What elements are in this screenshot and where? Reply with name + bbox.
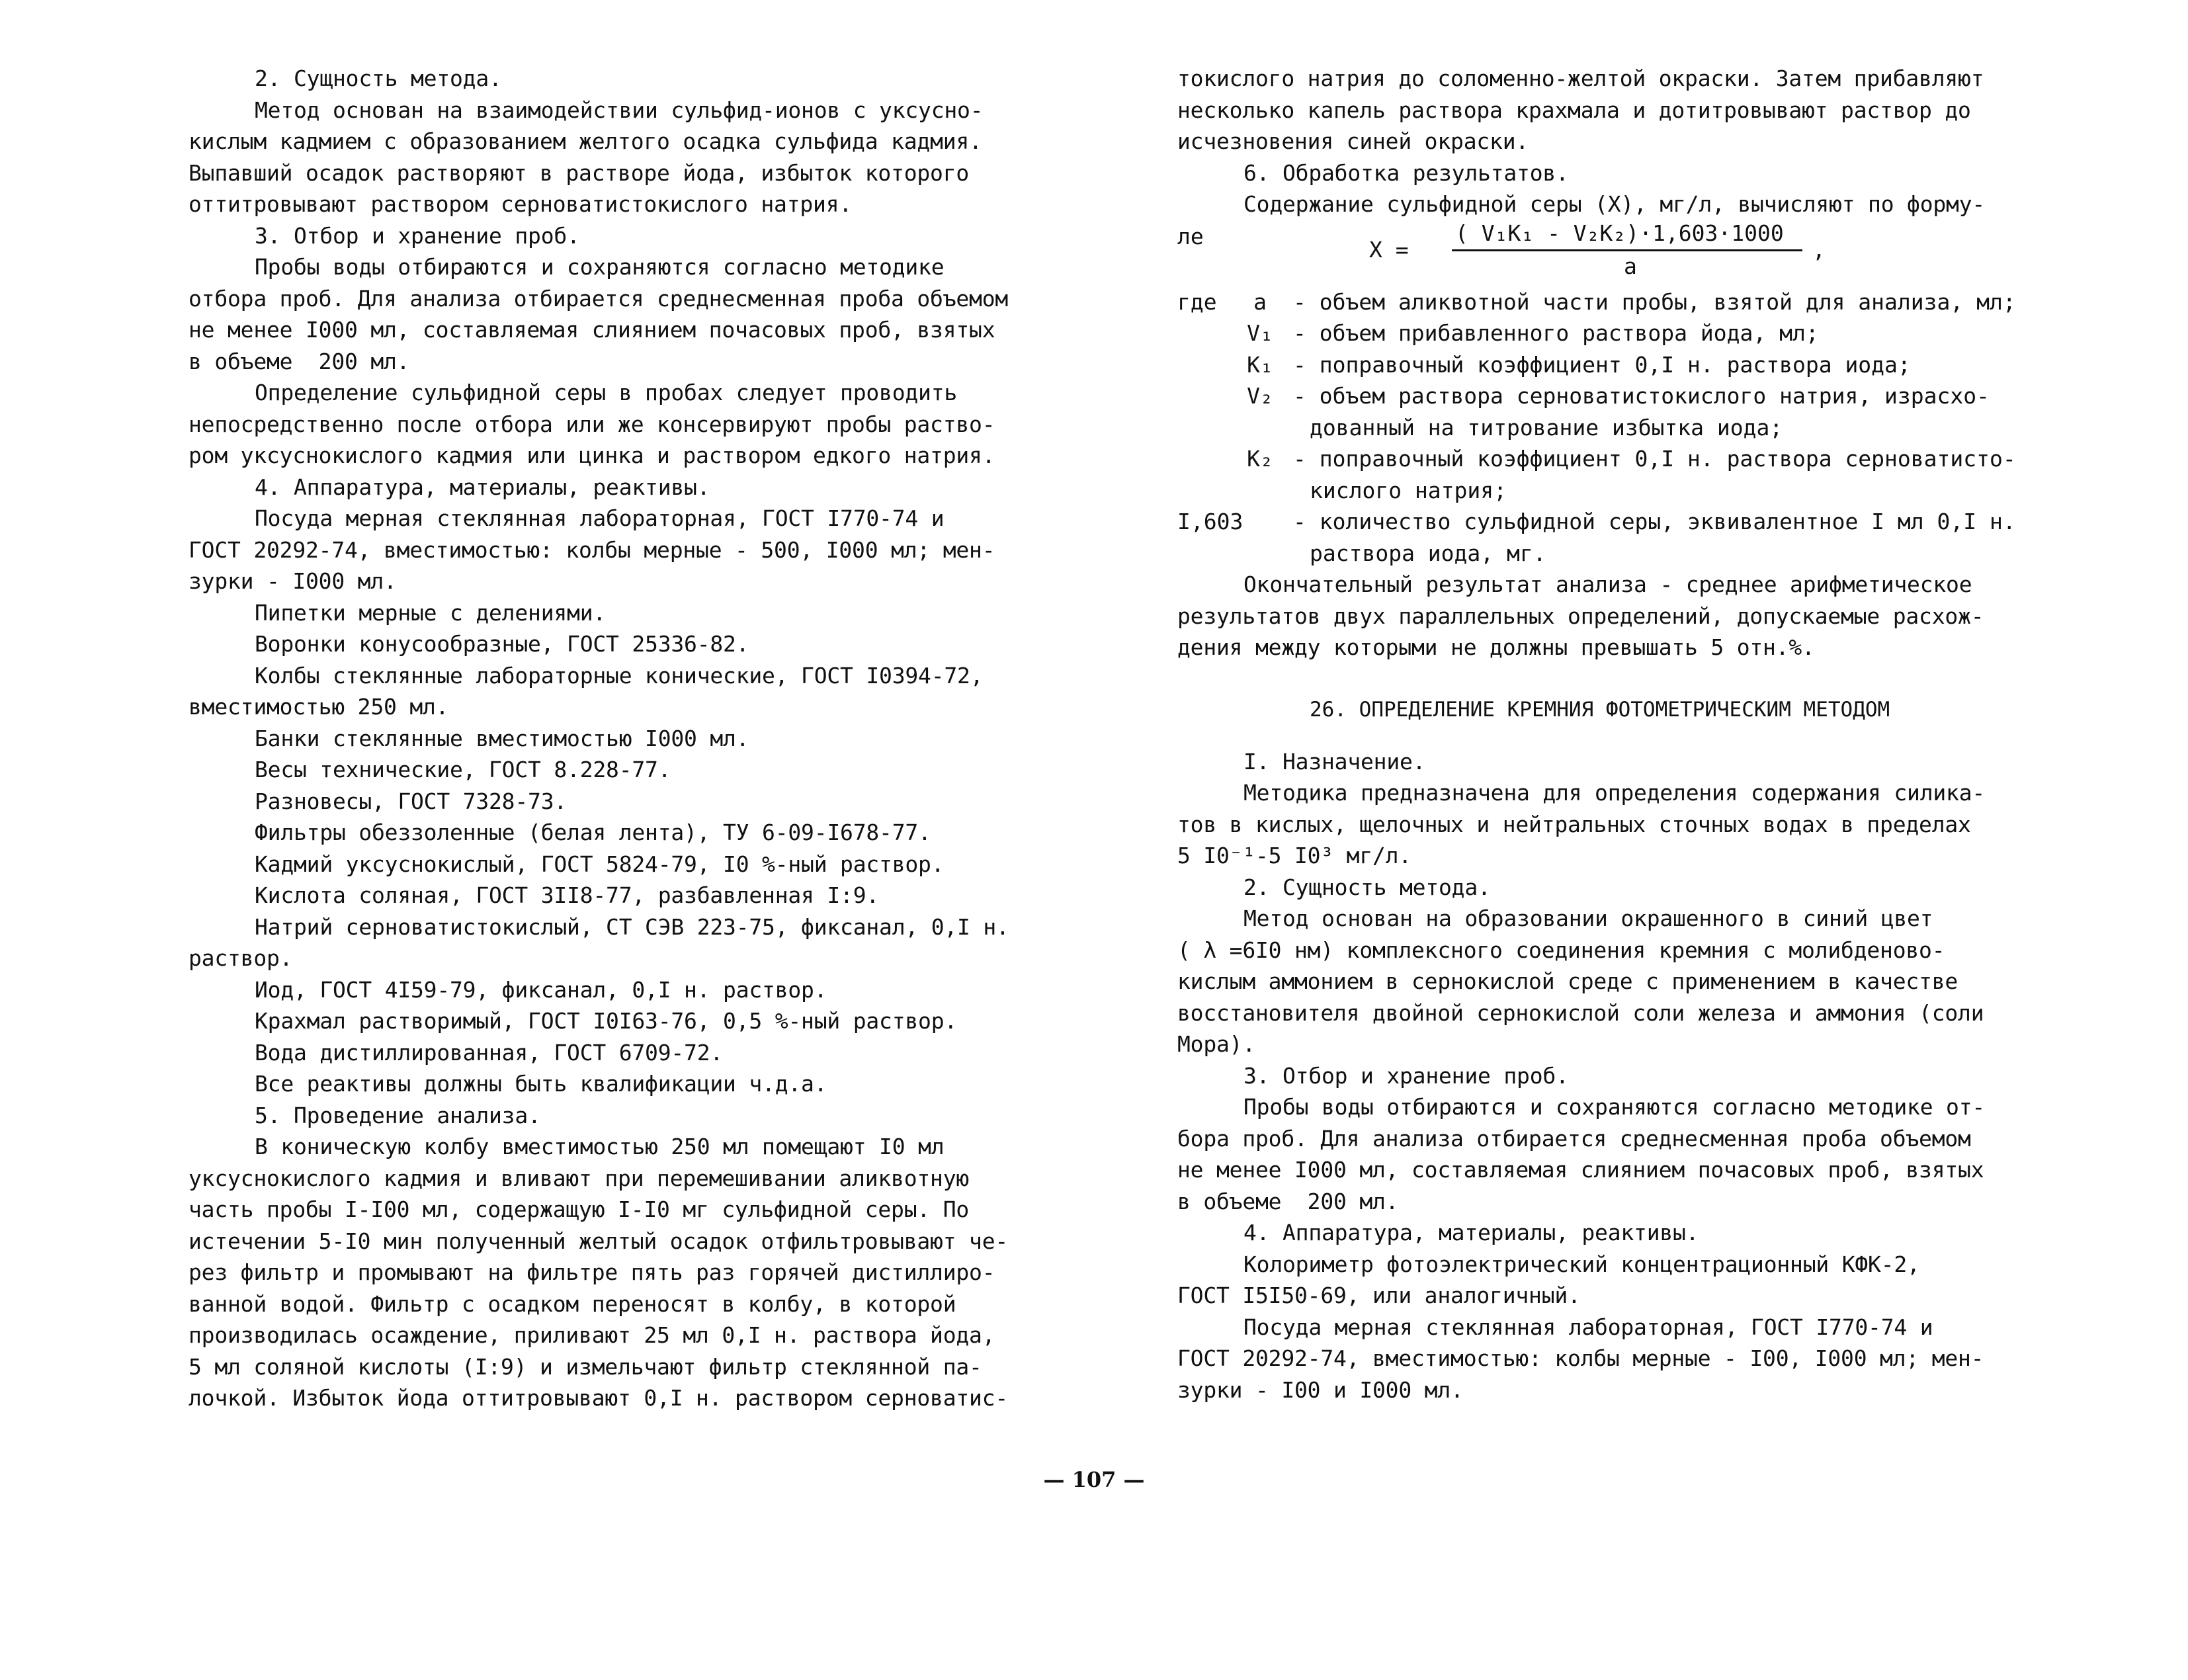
variable-description: - объем прибавленного раствора йода, мл; (1293, 320, 1819, 346)
text-line: в объеме 200 мл. (1177, 1188, 1399, 1214)
text-line: Банки стеклянные вместимостью I000 мл. (255, 725, 749, 751)
text-line: Метод основан на взаимодействии сульфид-ионов с уксусно- (255, 97, 984, 123)
text-line: Натрий серноватистокислый, СТ СЭВ 223-75, фиксанал, 0,I н. (255, 913, 1009, 940)
text-line: отбора проб. Для анализа отбирается среднесменная проба объемом (189, 285, 1009, 312)
text-line: кислым аммонием в сернокислой среде с применением в качестве (1177, 968, 1958, 994)
formula-denominator: a (1624, 253, 1637, 279)
variable-symbol: V₂ (1247, 383, 1273, 409)
fraction-bar (1452, 249, 1802, 251)
text-line: В коническую колбу вместимостью 250 мл помещают I0 мл (255, 1134, 945, 1159)
variable-row (1177, 506, 2024, 538)
text-line: ( λ =6I0 нм) комплексного соединения кремния с молибденово- (1177, 937, 1945, 963)
text-line: бора проб. Для анализа отбирается среднесменная проба объемом (1177, 1125, 1971, 1152)
text-line: Методика предназначена для определения содержания силика- (1243, 780, 1986, 806)
section-26-text (1177, 746, 2024, 1406)
text-line: 5. Проведение анализа. (255, 1102, 541, 1128)
text-line: не менее I000 мл, составляемая слиянием почасовых проб, взятых (189, 317, 995, 343)
text-line: Колбы стеклянные лабораторные конические, ГОСТ I0394-72, (255, 662, 984, 689)
variable-row (1177, 443, 2024, 475)
formula-label: ле (1177, 223, 1204, 249)
text-line: 3. Отбор и хранение проб. (1243, 1062, 1569, 1089)
variable-prefix: I,603 (1177, 509, 1243, 534)
right-column (1177, 63, 2024, 1406)
page-number: — 107 — (1043, 1467, 1145, 1492)
text-line: ванной водой. Фильтр с осадком переносят в колбу, в которой (189, 1290, 956, 1317)
text-line: Крахмал растворимый, ГОСТ I0I63-76, 0,5 %-ный раствор. (255, 1008, 958, 1034)
text-line: ГОСТ 20292-74, вместимостью: колбы мерные - 500, I000 мл; мен- (189, 536, 995, 563)
variable-row (1177, 412, 2024, 444)
text-line: часть пробы I-I00 мл, содержащую I-I0 мг сульфидной серы. По (189, 1197, 970, 1222)
text-line: Кадмий уксуснокислый, ГОСТ 5824-79, I0 %-ный раствор. (255, 851, 945, 877)
text-line: 2. Сущность метода. (255, 65, 502, 91)
formula-comma: , (1812, 236, 1826, 263)
variable-symbol: a (1253, 288, 1267, 315)
text-line: непосредственно после отбора или же консервируют пробы раство- (189, 411, 995, 437)
text-line: 4. Аппаратура, материалы, реактивы. (1243, 1220, 1699, 1245)
text-line: зурки - I000 мл. (189, 568, 397, 594)
variable-definitions (1177, 286, 2024, 569)
variable-symbol: V₁ (1247, 320, 1273, 346)
text-line: Метод основан на образовании окрашенного в синий цвет (1243, 905, 1933, 931)
text-line: уксуснокислого кадмия и вливают при перемешивании аликвотную (189, 1165, 970, 1191)
text-line: производилась осаждение, приливают 25 мл 0,I н. раствора йода, (189, 1322, 995, 1348)
text-line: Разновесы, ГОСТ 7328-73. (255, 788, 568, 814)
text-line: Пипетки мерные с делениями. (255, 599, 607, 626)
variable-description: - количество сульфидной серы, эквивалентное I мл 0,I н. (1293, 509, 2016, 534)
text-line: токислого натрия до соломенно-желтой окраски. Затем прибавляют (1177, 65, 1984, 91)
text-line: Кислота соляная, ГОСТ 3II8-77, разбавленная I:9. (255, 882, 880, 908)
right-top-text (1177, 63, 2024, 220)
variable-row (1177, 349, 2024, 381)
variable-description: - поправочный коэффициент 0,I н. раствора иода; (1293, 351, 1911, 378)
text-line: 6. Обработка результатов. (1243, 159, 1569, 186)
variable-description: дованный на титрование избытка иода; (1310, 414, 1783, 441)
text-line: раствор. (189, 945, 293, 971)
variable-prefix: где (1177, 288, 1217, 315)
text-line: тов в кислых, щелочных и нейтральных сточных водах в пределах (1177, 811, 1971, 837)
text-line: Вода дистиллированная, ГОСТ 6709-72. (255, 1039, 724, 1066)
text-line: результатов двух параллельных определений, допускаемые расхож- (1177, 603, 1984, 629)
variable-description: - поправочный коэффициент 0,I н. раствора серноватисто- (1293, 446, 2016, 472)
section-heading: 26. ОПРЕДЕЛЕНИЕ КРЕМНИЯ ФОТОМЕТРИЧЕСКИМ МЕТОДОМ (1310, 698, 1890, 722)
text-line: Фильтры обеззоленные (белая лента), ТУ 6-09-I678-77. (255, 819, 931, 845)
text-line: Определение сульфидной серы в пробах следует проводить (255, 380, 958, 405)
variable-row (1177, 538, 2024, 569)
text-line: I. Назначение. (1243, 748, 1426, 775)
text-line: истечении 5-I0 мин полученный желтый осадок отфильтровывают че- (189, 1228, 1009, 1254)
text-line: 4. Аппаратура, материалы, реактивы. (255, 474, 710, 500)
variable-description: кислого натрия; (1310, 477, 1507, 503)
text-line: лочкой. Избыток йода оттитровывают 0,I н. раствором серноватис- (189, 1385, 1009, 1411)
text-line: Иод, ГОСТ 4I59-79, фиксанал, 0,I н. раствор. (255, 976, 827, 1003)
text-line: 3. Отбор и хранение проб. (255, 222, 580, 249)
text-line: 5 I0⁻¹-5 I0³ мг/л. (1177, 843, 1412, 868)
text-line: Пробы воды отбираются и сохраняются согласно методике от- (1243, 1094, 1986, 1120)
variable-row (1177, 286, 2024, 318)
variable-row (1177, 317, 2024, 349)
left-column (189, 63, 1022, 1414)
text-line: вместимостью 250 мл. (189, 694, 449, 720)
text-line: 5 мл соляной кислоты (I:9) и измельчают фильтр стеклянной па- (189, 1353, 982, 1380)
text-line: восстановителя двойной сернокислой соли железа и аммония (соли (1177, 999, 1984, 1026)
text-line: Воронки конусообразные, ГОСТ 25336-82. (255, 631, 749, 657)
variable-description: - объем раствора серноватистокислого натрия, израсхо- (1293, 383, 1990, 409)
text-line: 2. Сущность метода. (1243, 874, 1491, 900)
text-line: Мора). (1177, 1031, 1256, 1057)
formula-numerator: ( V₁K₁ - V₂K₂)·1,603·1000 (1455, 220, 1784, 246)
variable-description: - объем аликвотной части пробы, взятой для анализа, мл; (1293, 288, 2016, 315)
text-line: зурки - I00 и I000 мл. (1177, 1376, 1464, 1403)
text-line: ром уксуснокислого кадмия или цинка и раствором едкого натрия. (189, 442, 995, 468)
text-line: Посуда мерная стеклянная лабораторная, ГОСТ I770-74 и (255, 505, 945, 531)
text-line: ГОСТ I5I50-69, или аналогичный. (1177, 1282, 1581, 1308)
text-line: исчезновения синей окраски. (1177, 128, 1529, 154)
formula-lhs: X = (1369, 236, 1409, 263)
text-line: Содержание сульфидной серы (X), мг/л, вычисляют по форму- (1243, 191, 1986, 217)
text-line: Пробы воды отбираются и сохраняются согласно методике (255, 254, 945, 280)
text-line: Все реактивы должны быть квалификации ч.д.а. (255, 1071, 827, 1097)
text-line: не менее I000 мл, составляемая слиянием почасовых проб, взятых (1177, 1157, 1984, 1183)
variable-description: раствора иода, мг. (1310, 540, 1546, 566)
text-line: Колориметр фотоэлектрический концентрационный КФК-2, (1243, 1251, 1920, 1277)
text-line: Окончательный результат анализа - среднее арифметическое (1243, 571, 1972, 597)
text-line: оттитровывают раствором серноватистокислого натрия. (189, 191, 853, 217)
text-line: в объеме 200 мл. (189, 348, 410, 374)
result-text (1177, 569, 2024, 663)
text-line: ГОСТ 20292-74, вместимостью: колбы мерные - I00, I000 мл; мен- (1177, 1345, 1984, 1371)
variable-symbol: K₂ (1247, 446, 1273, 472)
variable-row (1177, 380, 2024, 412)
variable-symbol: K₁ (1247, 351, 1273, 378)
text-line: Выпавший осадок растворяют в растворе йода, избыток которого (189, 159, 970, 186)
text-line: рез фильтр и промывают на фильтре пять раз горячей дистиллиро- (189, 1259, 995, 1285)
text-line: кислым кадмием с образованием желтого осадка сульфида кадмия. (189, 128, 982, 154)
variable-row (1177, 475, 2024, 507)
text-line: Весы технические, ГОСТ 8.228-77. (255, 757, 671, 782)
text-line: Посуда мерная стеклянная лабораторная, ГОСТ I770-74 и (1243, 1314, 1933, 1340)
text-line: дения между которыми не должны превышать 5 отн.%. (1177, 634, 1815, 660)
text-line: несколько капель раствора крахмала и дотитровывают раствор до (1177, 97, 1971, 123)
formula (1177, 220, 2024, 286)
